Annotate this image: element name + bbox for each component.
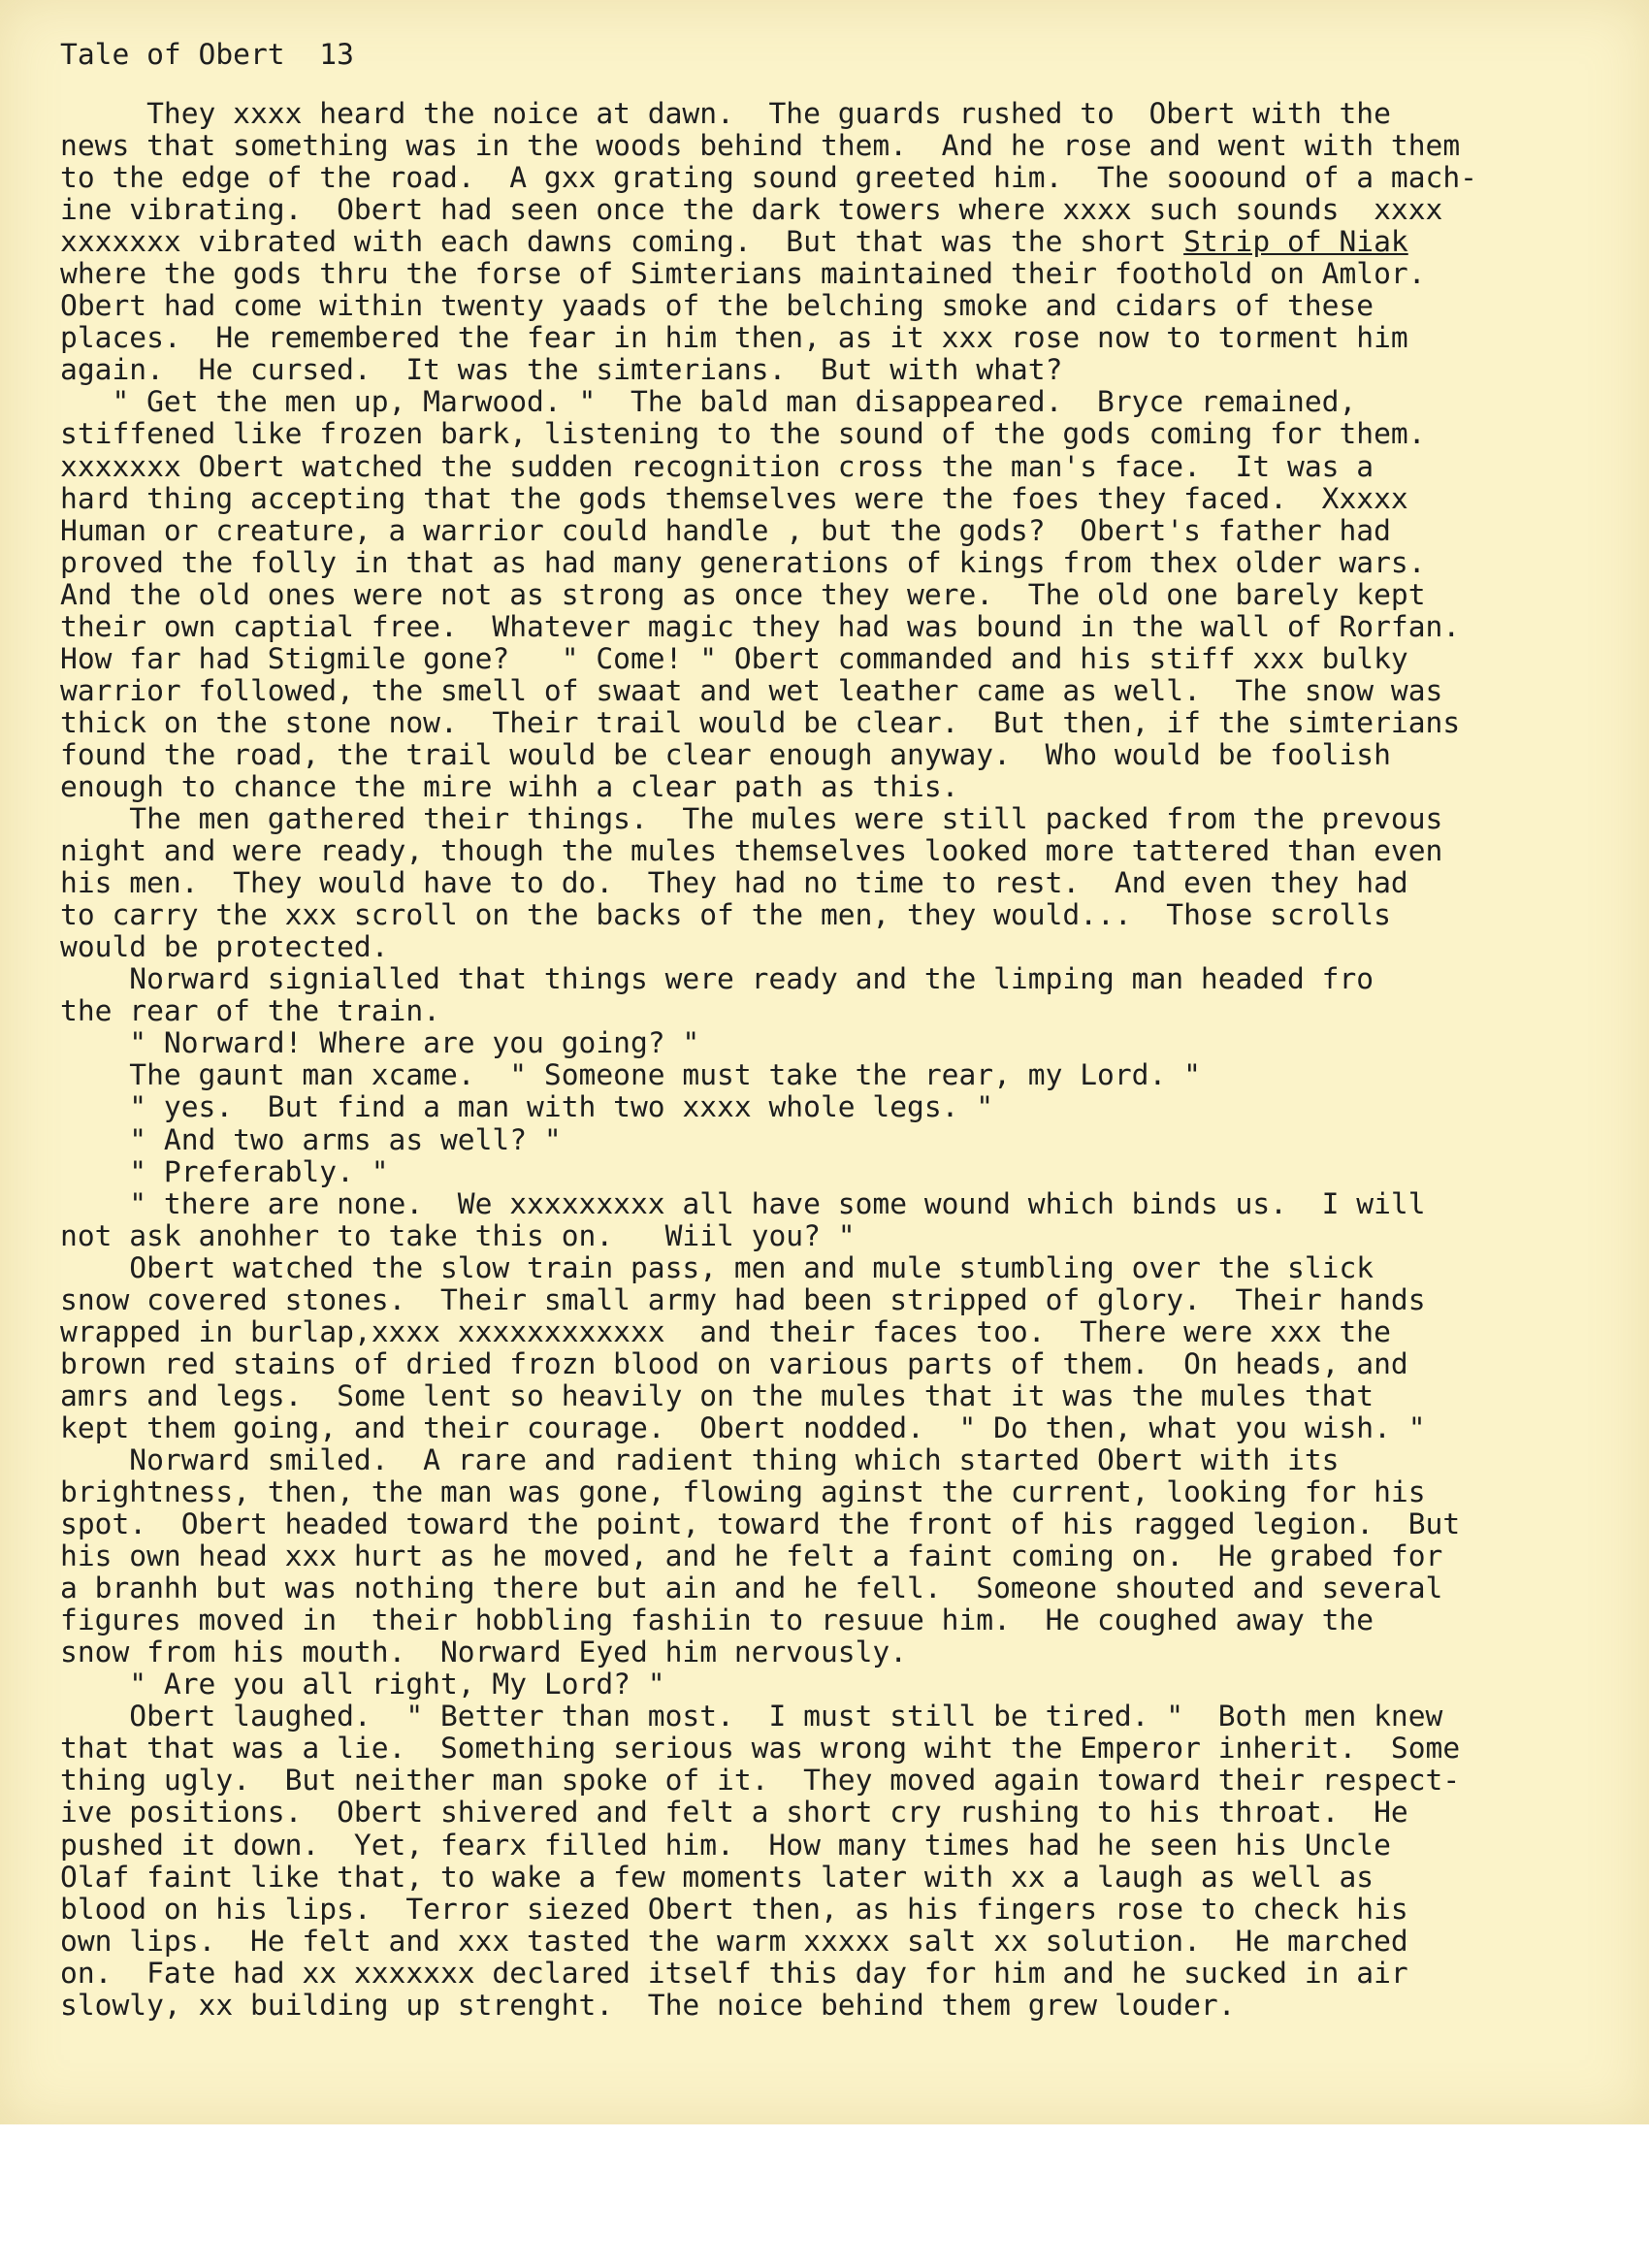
text-line: that that was a lie. Something serious was wrong wiht the Emperor inherit. Some	[60, 1732, 1461, 1766]
text-line: on. Fate had xx xxxxxxx declared itself this day for him and he sucked in air	[60, 1956, 1408, 1990]
text-line: amrs and legs. Some lent so heavily on the mules that it was the mules that	[60, 1378, 1374, 1412]
text-line: spot. Obert headed toward the point, toward the front of his ragged legion. But	[60, 1507, 1461, 1541]
text-line: figures moved in their hobbling fashiin to resuue him. He coughed away the	[60, 1604, 1374, 1637]
text-line: xxxxxxx Obert watched the sudden recognition cross the man's face. It was a	[60, 449, 1374, 483]
text-line: Human or creature, a warrior could handle , but the gods? Obert's father had	[60, 513, 1391, 547]
text-line: " yes. But find a man with two xxxx whole legs. "	[60, 1090, 994, 1124]
text-line: enough to chance the mire wihh a clear path as this.	[60, 769, 959, 803]
text-line: wrapped in burlap,xxxx xxxxxxxxxxxx and their faces too. There were xxx the	[60, 1314, 1391, 1348]
manuscript-body	[60, 98, 1632, 2022]
text-line: where the gods thru the forse of Simterians maintained their foothold on Amlor.	[60, 257, 1426, 291]
text-line: not ask anohher to take this on. Wiil you? "	[60, 1218, 856, 1252]
page-header: Tale of Obert 13	[60, 38, 354, 71]
text-line: xxxxxxx vibrated with each dawns coming. But that was the short Strip of Niak	[60, 225, 1408, 259]
text-line: night and were ready, though the mules themselves looked more tattered than even	[60, 834, 1443, 868]
text-line: ive positions. Obert shivered and felt a short cry rushing to his throat. He	[60, 1796, 1408, 1830]
text-line: kept them going, and their courage. Obert nodded. " Do then, what you wish. "	[60, 1410, 1426, 1444]
text-line: snow from his mouth. Norward Eyed him nervously.	[60, 1636, 908, 1669]
text-line: Norward smiled. A rare and radient thing which started Obert with its	[60, 1442, 1340, 1476]
text-line: They xxxx heard the noice at dawn. The guards rushed to Obert with the	[60, 97, 1391, 130]
text-line: brown red stains of dried frozn blood on various parts of them. On heads, and	[60, 1346, 1408, 1380]
text-line: to carry the xxx scroll on the backs of the men, they would... Those scrolls	[60, 898, 1391, 932]
text-line: blood on his lips. Terror siezed Obert then, as his fingers rose to check his	[60, 1892, 1408, 1926]
text-line: " there are none. We xxxxxxxxx all have some wound which binds us. I will	[60, 1186, 1426, 1220]
text-line: would be protected.	[60, 930, 389, 964]
text-line: own lips. He felt and xxx tasted the warm xxxxx salt xx solution. He marched	[60, 1924, 1408, 1958]
text-line: the rear of the train.	[60, 994, 440, 1028]
underlined-phrase: Strip of Niak	[1183, 225, 1408, 259]
text-line: Obert watched the slow train pass, men and mule stumbling over the slick	[60, 1250, 1374, 1284]
text-line: snow covered stones. Their small army had been stripped of glory. Their hands	[60, 1282, 1426, 1316]
text-line: his men. They would have to do. They had no time to rest. And even they had	[60, 866, 1408, 900]
text-line: " Get the men up, Marwood. " The bald man disappeared. Bryce remained,	[60, 385, 1357, 419]
text-line: warrior followed, the smell of swaat and wet leather came as well. The snow was	[60, 673, 1443, 707]
text-line: their own captial free. Whatever magic they had was bound in the wall of Rorfan.	[60, 609, 1461, 643]
text-line: " And two arms as well? "	[60, 1122, 562, 1156]
text-line: found the road, the trail would be clear enough anyway. Who would be foolish	[60, 737, 1391, 771]
text-line: Obert laughed. " Better than most. I must still be tired. " Both men knew	[60, 1700, 1443, 1733]
text-line: hard thing accepting that the gods themselves were the foes they faced. Xxxxx	[60, 481, 1408, 515]
text-line: to the edge of the road. A gxx grating sound greeted him. The sooound of a mach-	[60, 161, 1477, 195]
text-line: pushed it down. Yet, fearx filled him. How many times had he seen his Uncle	[60, 1828, 1391, 1862]
text-line: slowly, xx building up strenght. The noice behind them grew louder.	[60, 1988, 1236, 2022]
text-line: Olaf faint like that, to wake a few moments later with xx a laugh as well as	[60, 1860, 1374, 1894]
text-line: news that something was in the woods behind them. And he rose and went with them	[60, 129, 1461, 163]
text-line: his own head xxx hurt as he moved, and he felt a faint coming on. He grabed for	[60, 1539, 1443, 1573]
text-line: proved the folly in that as had many generations of kings from thex older wars.	[60, 545, 1426, 579]
text-line: brightness, then, the man was gone, flowing aginst the current, looking for his	[60, 1475, 1426, 1509]
text-line: ine vibrating. Obert had seen once the dark towers where xxxx such sounds xxxx	[60, 193, 1443, 227]
text-line: The gaunt man xcame. " Someone must take the rear, my Lord. "	[60, 1058, 1201, 1092]
text-line: Obert had come within twenty yaads of the belching smoke and cidars of these	[60, 289, 1374, 323]
text-line: stiffened like frozen bark, listening to the sound of the gods coming for them.	[60, 417, 1426, 451]
text-line: And the old ones were not as strong as once they were. The old one barely kept	[60, 577, 1426, 611]
text-line: Norward signialled that things were ready and the limping man headed fro	[60, 962, 1374, 996]
text-line: How far had Stigmile gone? " Come! " Obert commanded and his stiff xxx bulky	[60, 641, 1408, 675]
text-line: again. He cursed. It was the simterians. But with what?	[60, 353, 1063, 387]
text-line: " Are you all right, My Lord? "	[60, 1668, 665, 1701]
text-line: thing ugly. But neither man spoke of it. They moved again toward their respect-	[60, 1764, 1461, 1798]
text-line: a branhh but was nothing there but ain and he fell. Someone shouted and several	[60, 1571, 1443, 1605]
text-line: thick on the stone now. Their trail would be clear. But then, if the simterians	[60, 705, 1461, 739]
text-line: " Norward! Where are you going? "	[60, 1026, 700, 1060]
text-line: places. He remembered the fear in him then, as it xxx rose now to torment him	[60, 321, 1408, 355]
text-line: " Preferably. "	[60, 1154, 389, 1188]
text-line: The men gathered their things. The mules were still packed from the prevous	[60, 802, 1443, 836]
